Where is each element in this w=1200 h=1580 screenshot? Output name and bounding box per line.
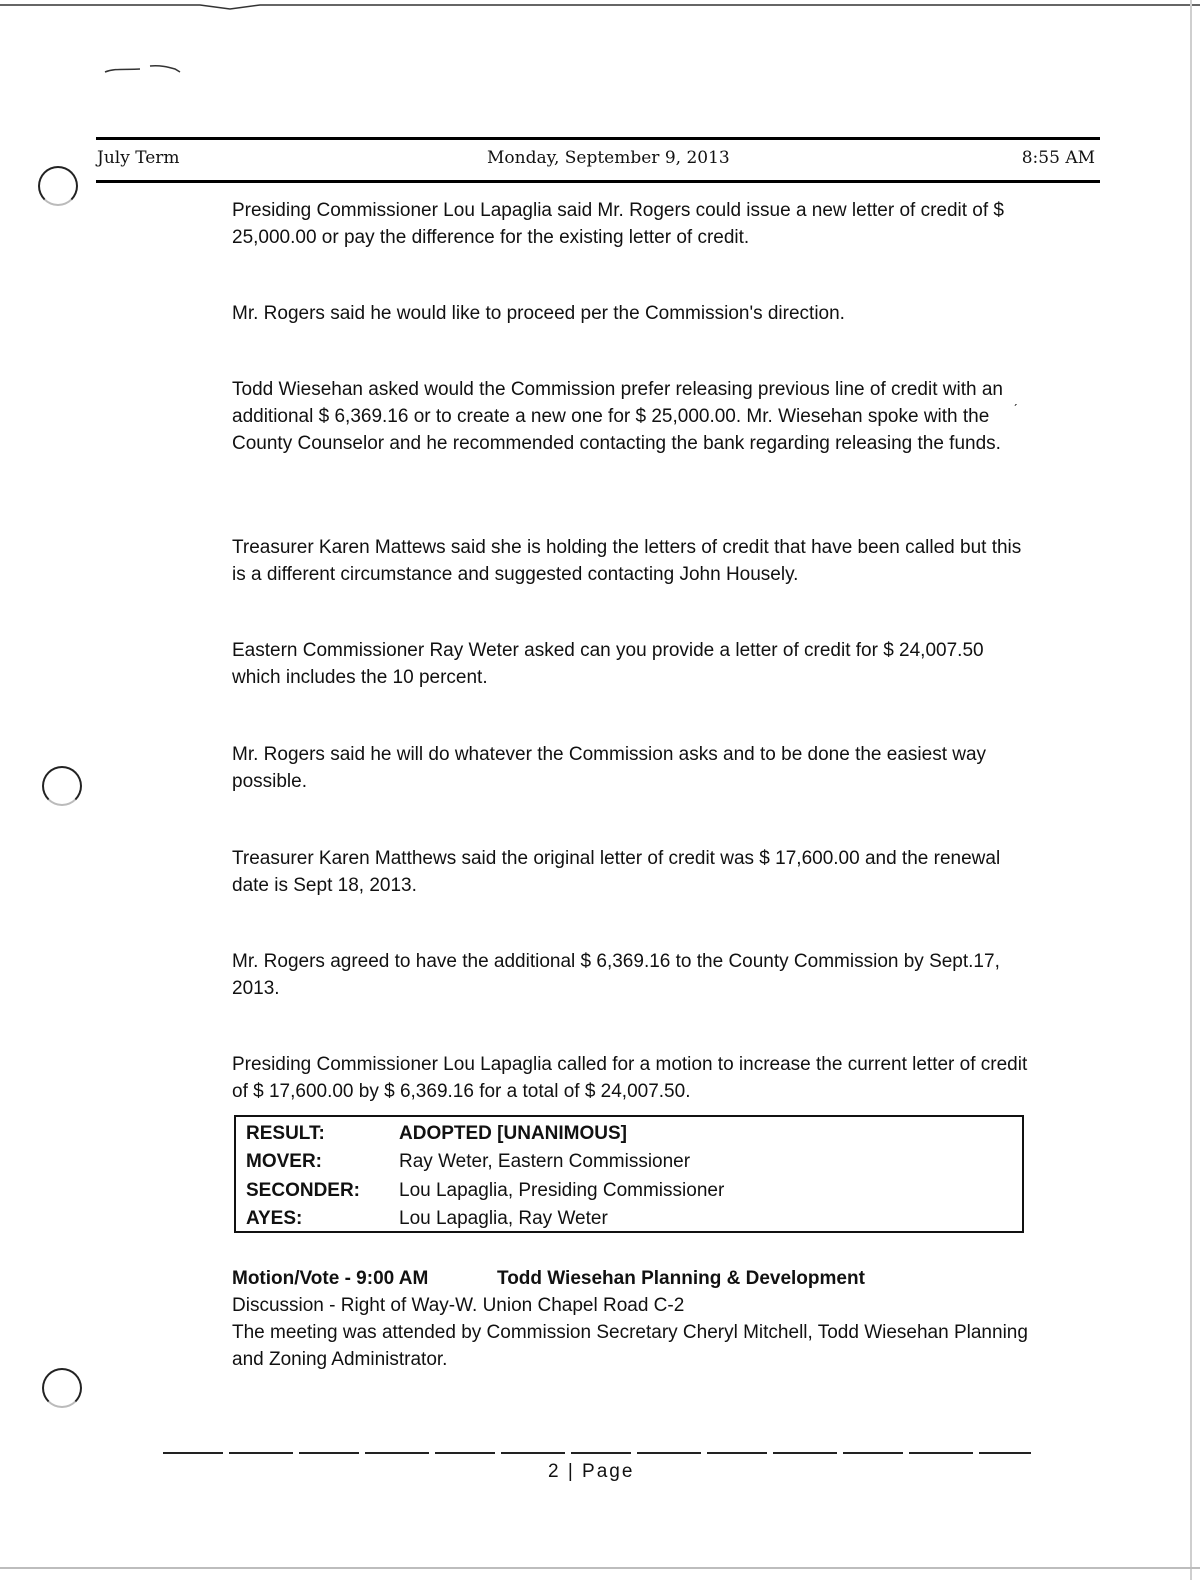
paragraph: Treasurer Karen Matthews said the original letter of credit was $ 17,600.00 and the renewal date is Sept 18, 2013. [232,848,1001,896]
header-rule-bottom [96,180,1100,183]
header-term: July Term [97,148,180,168]
motion-section [232,1265,1032,1373]
paragraph: Presiding Commissioner Lou Lapaglia said Mr. Rogers could issue a new letter of credit of $ 25,000.00 or pay the difference for the existing letter of credit. [232,200,1004,248]
header-rule-top [96,137,1100,140]
vote-result-table [234,1115,1024,1233]
handwritten-mark [100,60,190,80]
motion-presenter: Todd Wiesehan Planning & Development [497,1268,865,1289]
vote-row [246,1177,1016,1205]
vote-value: Lou Lapaglia, Ray Weter [399,1208,608,1229]
motion-attendance: The meeting was attended by Commission Secretary Cheryl Mitchell, Todd Wiesehan Planning and Zoning Administrator. [232,1322,1028,1370]
paragraph: Mr. Rogers agreed to have the additional $ 6,369.16 to the County Commission by Sept.17, 2013. [232,951,1000,999]
vote-key: MOVER: [246,1151,322,1172]
vote-row [246,1205,1016,1233]
vote-value: Ray Weter, Eastern Commissioner [399,1151,691,1172]
paragraph: Treasurer Karen Mattews said she is holding the letters of credit that have been called but this is a different circumstance and suggested contacting John Housely. [232,537,1022,585]
vote-key: RESULT: [246,1123,325,1144]
paragraph: Eastern Commissioner Ray Weter asked can you provide a letter of credit for $ 24,007.50 which includes the 10 percent. [232,640,984,688]
paragraph: Todd Wiesehan asked would the Commission prefer releasing previous line of credit with an additional $ 6,369.16 or to create a new one for $ 25,000.00. Mr. Wiesehan spoke with the County Counselor and he recommended contacting the bank regarding releasing the funds. [232,379,1003,454]
paragraph: Presiding Commissioner Lou Lapaglia called for a motion to increase the current letter of credit of $ 17,600.00 by $ 6,369.16 for a total of $ 24,007.50. [232,1054,1028,1102]
vote-value: ADOPTED [UNANIMOUS] [399,1123,627,1144]
scan-edge-right [1190,0,1192,1580]
binder-hole-icon [42,766,82,806]
binder-hole-icon [38,166,78,206]
footer-rule [163,1452,1031,1454]
page-number: 2 | Page [548,1461,635,1482]
vote-row [246,1120,1016,1148]
motion-heading [232,1265,1032,1292]
vote-value: Lou Lapaglia, Presiding Commissioner [399,1180,725,1201]
header-date: Monday, September 9, 2013 [487,148,730,168]
scan-edge-bottom [0,1567,1200,1569]
vote-key: AYES: [246,1208,303,1229]
stray-mark: ˏ [1013,390,1018,406]
vote-row [246,1148,1016,1176]
header-time: 8:55 AM [1021,148,1095,168]
binder-hole-icon [42,1368,82,1408]
scan-edge-top [0,4,1200,10]
paragraph: Mr. Rogers said he would like to proceed per the Commission's direction. [232,303,845,324]
motion-discussion: Discussion - Right of Way-W. Union Chapel Road C-2 [232,1295,685,1316]
paragraph: Mr. Rogers said he will do whatever the Commission asks and to be done the easiest way possible. [232,744,987,792]
motion-time: Motion/Vote - 9:00 AM [232,1268,429,1289]
vote-key: SECONDER: [246,1180,361,1201]
